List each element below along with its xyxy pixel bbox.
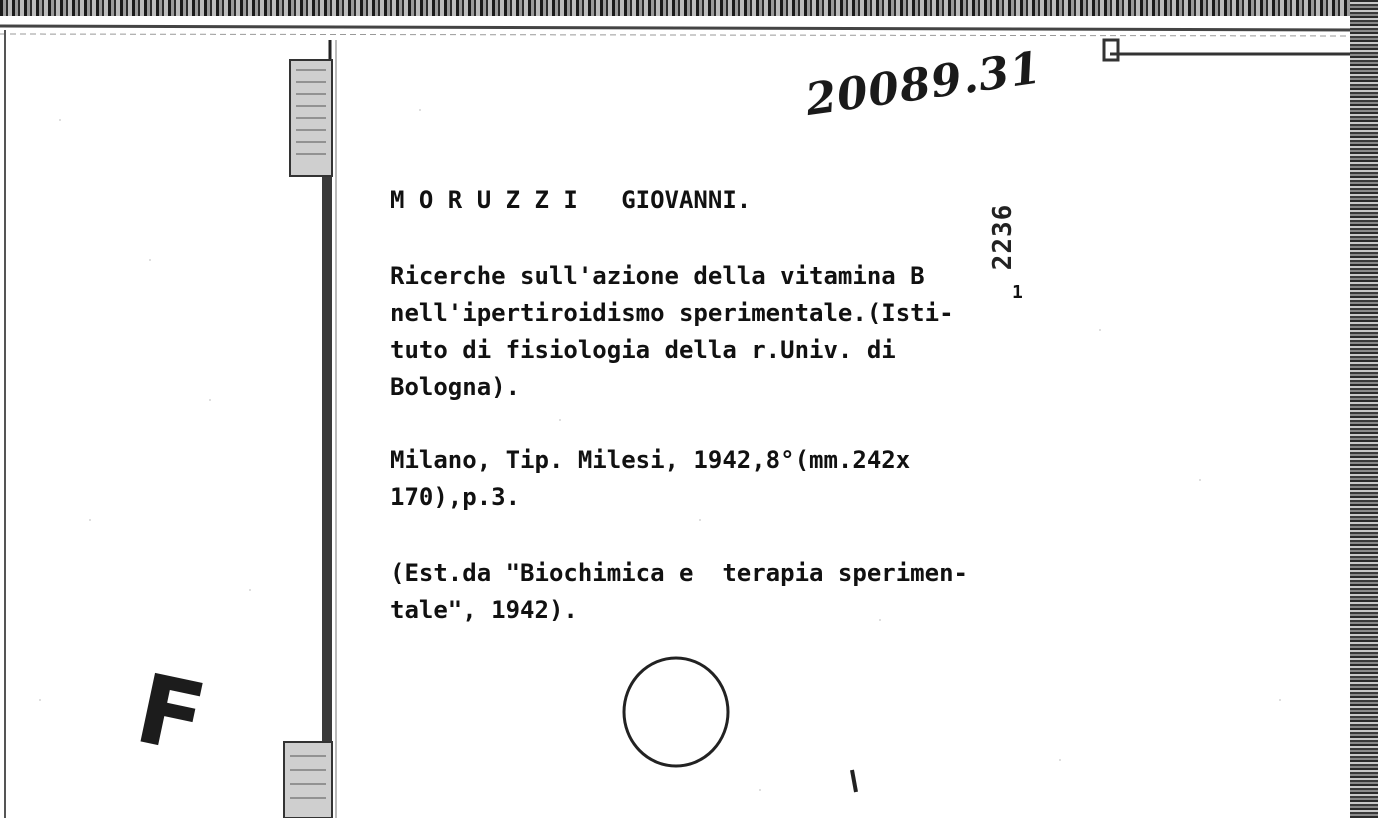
margin-letter-mark: F [127,652,215,776]
top-scan-edge [0,0,1360,16]
imprint-line: 170),p.3. [390,483,521,511]
note-line: tale", 1942). [390,596,578,624]
handwritten-shelfmark: 20089.31 [802,42,1045,126]
title-line: Ricerche sull'azione della vitamina B [390,262,925,290]
title-line: Bologna). [390,373,521,401]
right-scan-edge [1350,0,1378,818]
imprint-line: Milano, Tip. Milesi, 1942,8°(mm.242x [390,446,911,474]
note-line: (Est.da "Biochimica e terapia sperimen- [390,559,968,587]
title-line: tuto di fisiologia della r.Univ. di [390,336,896,364]
side-stamped-number: 2236 [988,203,1018,271]
title-line: nell'ipertiroidismo sperimentale.(Isti- [390,299,954,327]
author-heading: M O R U Z Z I GIOVANNI. [390,186,752,214]
vitamin-subscript: 1 [1012,282,1023,303]
